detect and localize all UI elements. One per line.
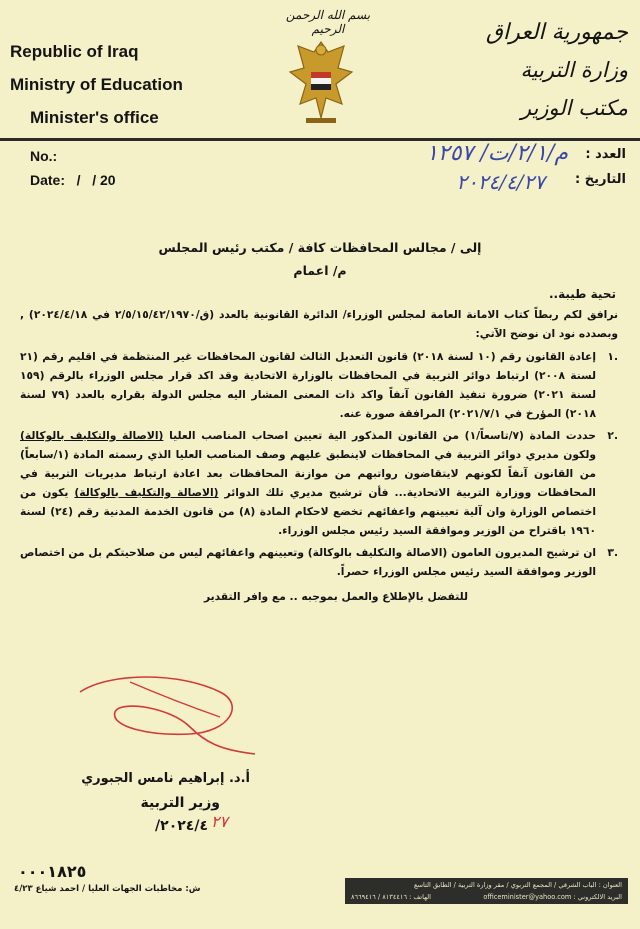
item-3 xyxy=(20,543,618,581)
number-label-en: No.: xyxy=(30,148,58,164)
intro-paragraph: نرافق لكم ربطاً كتاب الامانة العامة لمجلس الوزراء/ الدائرة القانونية بالعدد (ق/٢/٥/١٥/٤٢/١٩٧٠ في ٢٠٢٤/٤/١٨) , وبصدده نود ان نوضح الآتي: xyxy=(20,308,618,340)
signatory-name: أ.د. إبراهيم نامس الجبوري xyxy=(81,771,250,786)
header-country-en: Republic of Iraq xyxy=(10,42,139,61)
item-3-number: .٣ xyxy=(607,546,618,559)
item-2-text-e: يكون من اختصاص الوزارة وان آلية تعيينهم واعفائهم تخضع لاحكام المادة (٨) من قانون الخدمة المدنية رقم (٢٤) لسنة ١٩٦٠ باقتراح من الوزير وموافقة السيد رئيس مجلس الوزراء. xyxy=(20,486,596,537)
date-label-ar: التاريخ : xyxy=(575,172,626,187)
item-1-number: .١ xyxy=(607,350,618,363)
header-office-en: Minister's office xyxy=(30,108,159,127)
signature-date-handwritten: ٢٧ xyxy=(210,812,228,831)
cc-note: ش: مخاطبات الجهات العليا / احمد شياع ٤/٢٣ xyxy=(14,884,201,894)
date-label-en: Date: / / 20 xyxy=(30,172,116,188)
letter-body xyxy=(20,305,618,606)
signatory-title: وزير التربية xyxy=(140,795,220,811)
item-2 xyxy=(20,426,618,540)
letter-greeting: تحية طيبة.. xyxy=(548,287,616,301)
iraq-emblem xyxy=(286,38,356,130)
basmala-calligraphy: بسم الله الرحمن الرحيم xyxy=(285,8,371,36)
handwritten-signature xyxy=(70,672,260,767)
footer-contact-bar xyxy=(345,878,628,904)
letter-subject: م/ اعمام xyxy=(293,263,347,278)
header-country-ar: جمهورية العراق xyxy=(485,20,628,45)
item-2-emphasis-1: (الاصالة والتكليف بالوكالة) xyxy=(20,429,164,442)
letter-recipients: إلى / مجالس المحافظات كافة / مكتب رئيس المجلس xyxy=(158,240,482,255)
number-label-ar: العدد : xyxy=(585,147,626,162)
item-1 xyxy=(20,347,618,423)
item-2-emphasis-2: (الاصالة والتكليف بالوكالة) xyxy=(74,486,219,499)
item-1-text: إعادة القانون رقم (١٠ لسنة ٢٠١٨) قانون التعديل الثالث لقانون المحافظات غير المنتظمة في اقليم رقم (٢١ لسنة ٢٠٠٨) ارتباط دوائر التربية في المحافظات بالوزارة الاتحادية وقد اكد قرار مجلس الوزراء بالرقم (١٥٩ لسنة ٢٠٢١) ضرورة تنفيذ القانون آنفاً واكد ذات المعنى المشار اليه مجلس الدولة بقراره بالعدد (٧٩ لسنة ٢٠١٨) المؤرخ في ٢٠٢١/٧/١) المرافقة صورة عنه. xyxy=(20,350,596,420)
letter-closing: للتفضل بالإطلاع والعمل بموجبه .. مع وافر التقدير xyxy=(203,590,468,603)
header-ministry-en: Ministry of Education xyxy=(10,75,183,94)
footer-phone: الهاتف : ٨١٣٤٤١٦ / ٨٦٦٩٤١٦ xyxy=(351,893,431,901)
item-2-number: .٢ xyxy=(607,429,618,442)
item-2-text-c: ولكون مديري دوائر التربية في المحافظات لاينطبق عليهم وصف المناصب العليا الذي رسمته المادة (١/سابعاً) من القانون آنفاً لكونهم لايتقاضون رواتبهم من موازنة المحافظات بعد اعادة ارتباط مديريات التربية في المحافظات ووزارة التربية الاتحادية... فأن ترشيح مديري تلك الدوائر xyxy=(20,448,596,499)
header-ministry-ar: وزارة التربية xyxy=(520,58,628,82)
footer-address: العنوان : الباب الشرقي / المجمع التربوي / مقر وزارة التربية / الطابق التاسع xyxy=(413,881,622,889)
item-3-text: ان ترشيح المديرون العامون (الاصالة والتكليف بالوكالة) وتعيينهم واعفائهم ليس من صلاحيتكم بل من اختصاص الوزير وموافقة السيد رئيس مجلس الوزراء حصراً. xyxy=(20,546,596,578)
handwritten-number: م/٢/١/ت/ ١٢٥٧ xyxy=(426,141,568,166)
signature-date: ٢٠٢٤/٤/ xyxy=(155,818,208,834)
header-office-ar: مكتب الوزير xyxy=(520,96,628,120)
handwritten-date: ٢٠٢٤/٤/٢٧ xyxy=(456,170,545,194)
footer-email: البريد الالكتروني : officeminister@yahoo.com xyxy=(483,893,622,901)
item-2-text-a: حددت المادة (٧/تاسعاً/١) من القانون المذكور الية تعيين اصحاب المناصب العليا xyxy=(169,429,596,442)
document-serial: ٠٠٠١٨٢٥ xyxy=(18,862,87,881)
